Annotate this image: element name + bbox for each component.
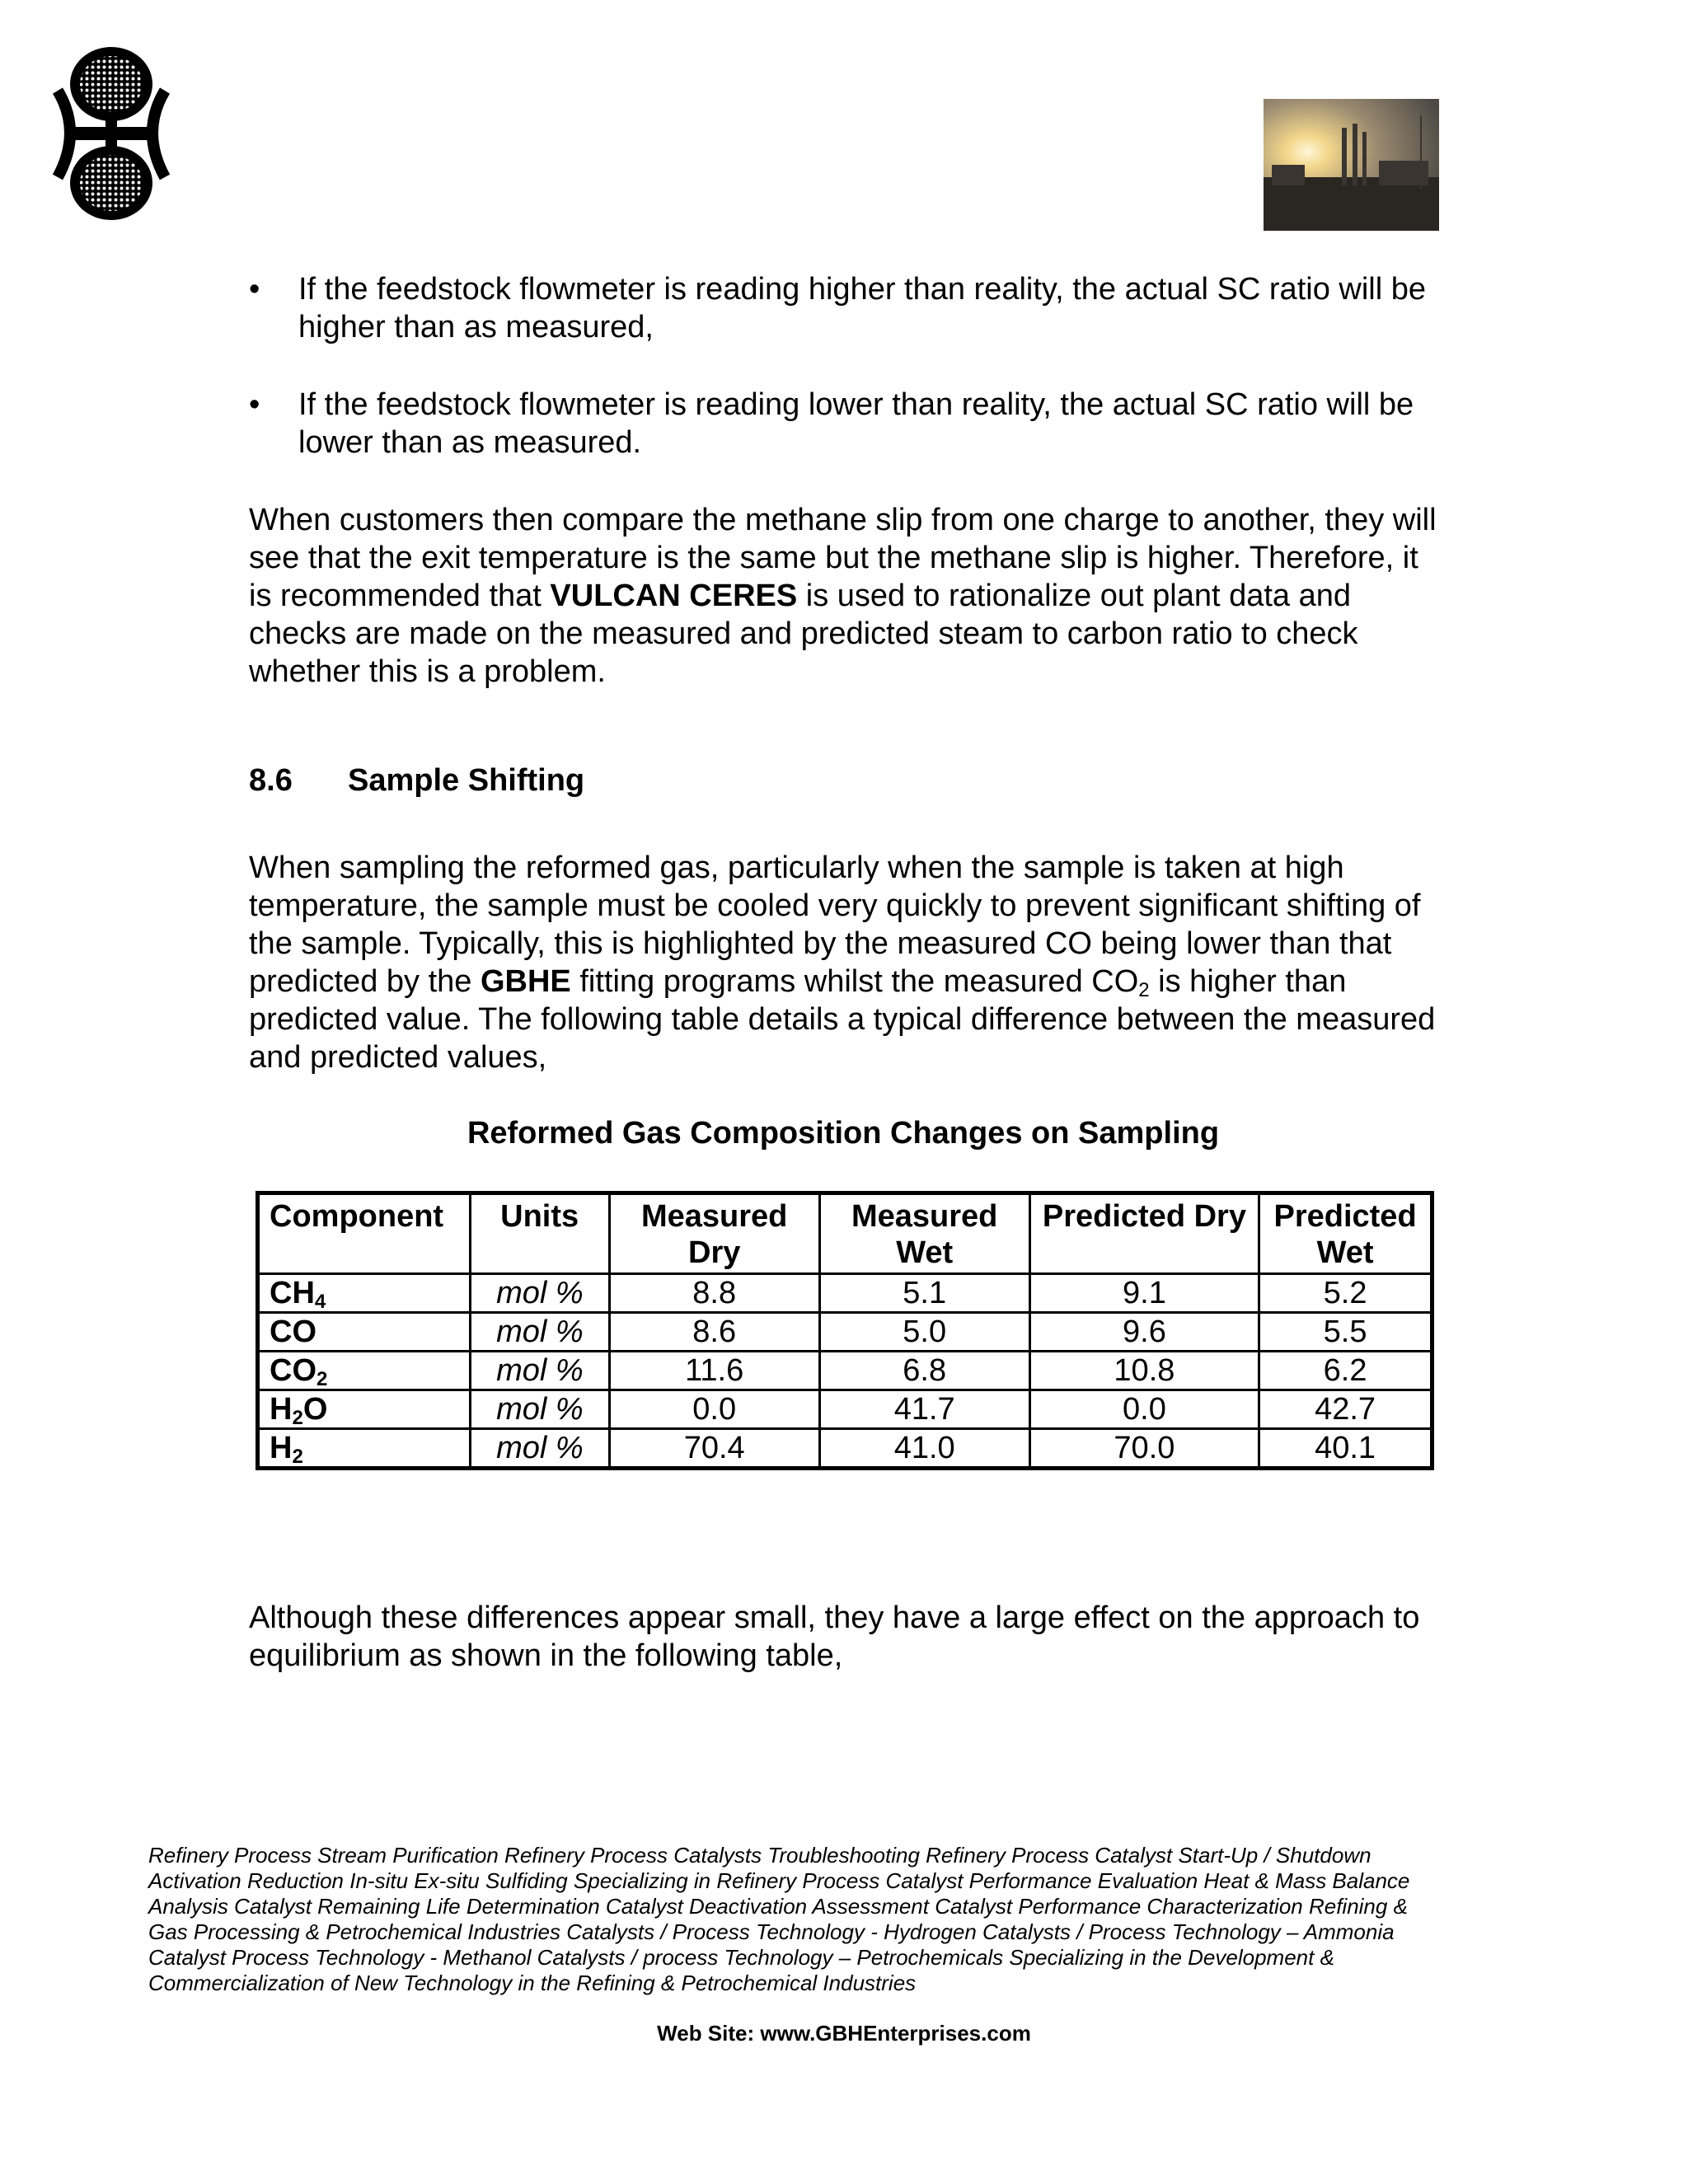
value-cell: 9.6	[1029, 1313, 1259, 1352]
value-cell: 0.0	[1029, 1390, 1259, 1429]
footer-text: Refinery Process Stream Purification Refinery Process Catalysts Troubleshooting Refinery Process Catalyst Start-Up / Shutdown Activation Reduction In-situ Ex-situ Sulfiding Specializing in Refinery Process Catalyst Performance Evaluation Heat & Mass Balance Analysis Catalyst Remaining Life Determination Catalyst Deactivation Assessment Catalyst Performance Characterization Refining & Gas Processing & Petrochemical Industries Catalysts / Process Technology - Hydrogen Catalysts / Process Technology – Ammonia Catalyst Process Technology - Methanol Catalysts / process Technology – Petrochemicals Specializing in the Development & Commercialization of New Technology in the Refining & Petrochemical Industries	[148, 1843, 1410, 1995]
value-cell: 9.1	[1029, 1274, 1259, 1313]
column-header: Component	[258, 1193, 471, 1274]
value-cell: 6.2	[1259, 1352, 1432, 1390]
value-cell: 70.0	[1029, 1429, 1259, 1469]
column-header: Measured Wet	[819, 1193, 1029, 1274]
units-cell: mol %	[470, 1274, 609, 1313]
section-heading	[249, 762, 1437, 799]
value-cell: 5.2	[1259, 1274, 1432, 1313]
value-cell: 41.0	[819, 1429, 1029, 1469]
value-cell: 6.8	[819, 1352, 1029, 1390]
table-row	[258, 1352, 1432, 1390]
value-cell: 42.7	[1259, 1390, 1432, 1429]
column-header: Predicted Dry	[1029, 1193, 1259, 1274]
column-header: Measured Dry	[609, 1193, 819, 1274]
footer-website: Web Site: www.GBHEnterprises.com	[657, 2021, 1031, 2046]
table-header-row	[258, 1193, 1432, 1274]
units-cell: mol %	[470, 1313, 609, 1352]
paragraph: Although these differences appear small, they have a large effect on the approach to equilibrium as shown in the following table,	[249, 1601, 1420, 1673]
component-cell: $CO_2$	[258, 1352, 471, 1390]
value-cell: 41.7	[819, 1390, 1029, 1429]
bullet-list	[249, 270, 1437, 501]
list-item: • If the feedstock flowmeter is reading higher than reality, the actual SC ratio will be higher than as measured,	[249, 272, 1426, 344]
paragraph: When customers then compare the methane slip from one charge to another, they will see that the exit temperature is the same but the methane slip is higher. Therefore, it is recommended that VULCAN CERES is used to rationalize out plant data and checks are made on the measured and predicted steam to carbon ratio to check whether this is a problem.	[249, 503, 1437, 689]
value-cell: 5.5	[1259, 1313, 1432, 1352]
section-title: Sample Shifting	[348, 763, 585, 798]
table-caption: Reformed Gas Composition Changes on Sampling	[467, 1116, 1220, 1151]
units-cell: mol %	[470, 1390, 609, 1429]
value-cell: 10.8	[1029, 1352, 1259, 1390]
value-cell: 5.0	[819, 1313, 1029, 1352]
component-cell: $CH_4$	[258, 1274, 471, 1313]
value-cell: 8.6	[609, 1313, 819, 1352]
section-number: 8.6	[249, 763, 293, 798]
component-cell: $H_2O$	[258, 1390, 471, 1429]
value-cell: 5.1	[819, 1274, 1029, 1313]
value-cell: 0.0	[609, 1390, 819, 1429]
value-cell: 11.6	[609, 1352, 819, 1390]
table-row	[258, 1274, 1432, 1313]
component-cell: $H_2$	[258, 1429, 471, 1469]
component-cell: CO	[258, 1313, 471, 1352]
value-cell: 8.8	[609, 1274, 819, 1313]
composition-table	[256, 1191, 1434, 1470]
value-cell: 70.4	[609, 1429, 819, 1469]
column-header: Predicted Wet	[1259, 1193, 1432, 1274]
units-cell: mol %	[470, 1352, 609, 1390]
list-item: • If the feedstock flowmeter is reading lower than reality, the actual SC ratio will be lower than as measured.	[249, 387, 1414, 460]
table-row	[258, 1390, 1432, 1429]
column-header: Units	[470, 1193, 609, 1274]
paragraph: When sampling the reformed gas, particularly when the sample is taken at high temperature, the sample must be cooled very quickly to prevent significant shifting of the sample. Typically, this is highlighted by the measured CO being lower than that predicted by the GBHE fitting programs whilst the measured $CO_2$ is higher than predicted value. The following table details a typical difference between the measured and predicted values,	[249, 851, 1436, 1075]
table-row	[258, 1429, 1432, 1469]
value-cell: 40.1	[1259, 1429, 1432, 1469]
table-row	[258, 1313, 1432, 1352]
units-cell: mol %	[470, 1429, 609, 1469]
company-logo	[49, 41, 173, 231]
refinery-photo	[1264, 99, 1439, 231]
